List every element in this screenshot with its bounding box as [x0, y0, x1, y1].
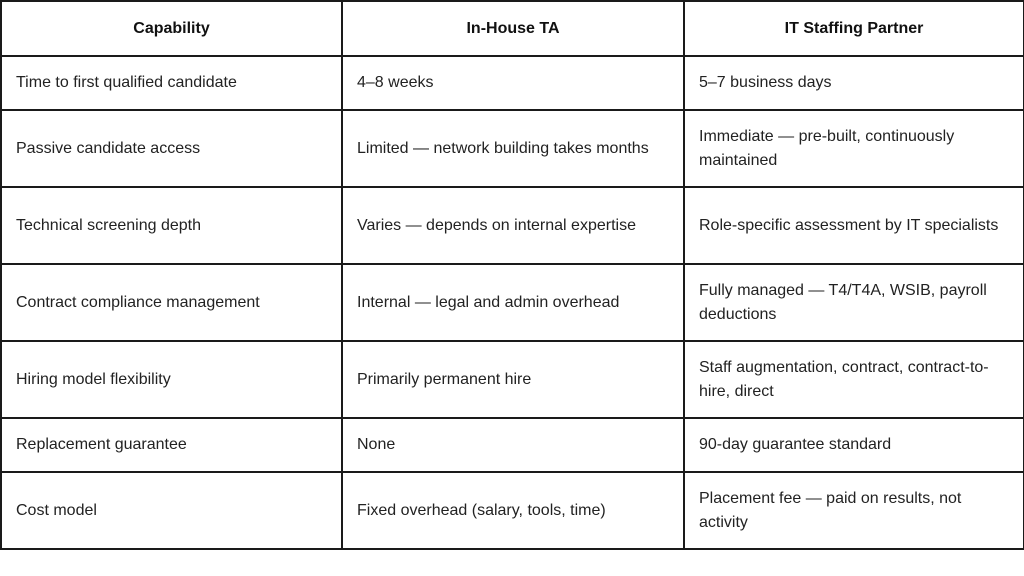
in-house-cell: 4–8 weeks [342, 56, 684, 110]
header-in-house-ta: In-House TA [342, 1, 684, 56]
partner-cell: Immediate — pre-built, continuously maintained [684, 110, 1024, 187]
capability-cell: Technical screening depth [1, 187, 342, 264]
table-row [1, 418, 1024, 472]
partner-cell: Placement fee — paid on results, not activity [684, 472, 1024, 549]
in-house-cell: Fixed overhead (salary, tools, time) [342, 472, 684, 549]
capability-cell: Time to first qualified candidate [1, 56, 342, 110]
table-row [1, 472, 1024, 549]
header-capability: Capability [1, 1, 342, 56]
table-row [1, 264, 1024, 341]
table-row [1, 187, 1024, 264]
in-house-cell: Limited — network building takes months [342, 110, 684, 187]
table-row [1, 56, 1024, 110]
capability-cell: Passive candidate access [1, 110, 342, 187]
partner-cell: 5–7 business days [684, 56, 1024, 110]
capability-cell: Cost model [1, 472, 342, 549]
in-house-cell: Varies — depends on internal expertise [342, 187, 684, 264]
header-it-staffing-partner: IT Staffing Partner [684, 1, 1024, 56]
capability-cell: Replacement guarantee [1, 418, 342, 472]
table-row [1, 110, 1024, 187]
partner-cell: Role-specific assessment by IT specialists [684, 187, 1024, 264]
in-house-cell: None [342, 418, 684, 472]
partner-cell: Staff augmentation, contract, contract-to-hire, direct [684, 341, 1024, 418]
table-row [1, 341, 1024, 418]
in-house-cell: Internal — legal and admin overhead [342, 264, 684, 341]
partner-cell: 90-day guarantee standard [684, 418, 1024, 472]
in-house-cell: Primarily permanent hire [342, 341, 684, 418]
capability-cell: Hiring model flexibility [1, 341, 342, 418]
header-row [1, 1, 1024, 56]
capability-cell: Contract compliance management [1, 264, 342, 341]
partner-cell: Fully managed — T4/T4A, WSIB, payroll deductions [684, 264, 1024, 341]
